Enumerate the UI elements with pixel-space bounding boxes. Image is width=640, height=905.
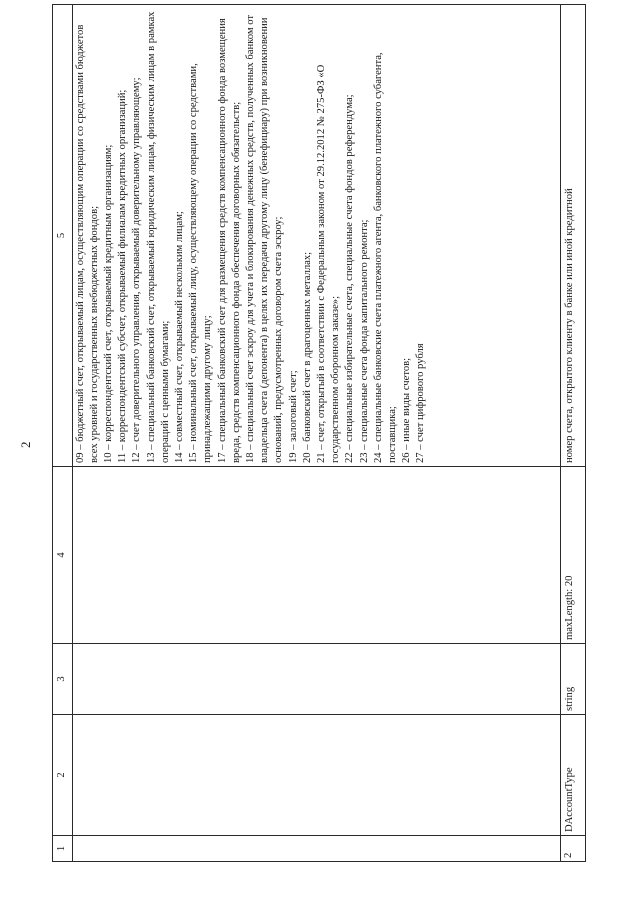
header-col-1: 1 [53,836,73,862]
table-row [72,5,561,862]
header-col-5: 5 [53,5,73,467]
table-header-row [53,5,73,862]
rotated-table-frame [52,11,586,862]
cell-restriction-empty [72,467,561,644]
list-item: 14 – совместный счет, открываемый нескольким лицам; [173,211,185,463]
list-item: 21 – счет, открытый в соответствии с Федеральным законом от 29.12.2012 № 275-ФЗ «О государственном оборонном заказе»; [316,64,342,463]
cell-type-empty [72,644,561,715]
list-item: 12 – счет доверительного управления, открываемый доверительному управляющему; [131,77,143,463]
list-item: 26 – иные виды счетов; [401,357,413,463]
spec-table [52,4,586,862]
cell-name-empty [72,715,561,836]
page-number: 2 [18,441,33,448]
header-col-3: 3 [53,644,73,715]
list-item: 27 – счет цифрового рубля [415,343,427,463]
list-item: 20 – банковский счет в драгоценных металлах; [301,251,313,463]
list-item: 23 – специальные счета фонда капитального ремонта; [358,219,370,463]
list-item: 13 – специальный банковский счет, открываемый юридическим лицам, физическим лицам в рамках операций с ценными бумагами; [145,11,171,463]
list-item: 24 – специальные банковские счета платежного агента, банковского платежного субагента, поставщика; [372,52,399,463]
header-col-4: 4 [53,467,73,644]
cell-codes-list [72,5,561,467]
cell-description: номер счета, открытого клиенту в банке или иной кредитной [561,5,586,467]
list-item: 10 – корреспондентский счет, открываемый кредитным организациям; [102,144,114,463]
list-item: 15 – номинальный счет, открываемый лицу, осуществляющему операции со средствами, принадлежащими другому лицу; [188,63,214,463]
cell-num: 2 [561,836,586,862]
list-item: 17 – специальный банковский счет для размещения средств компенсационного фонда возмещения вреда, средств компенсационного фонда обеспечения договорных обязательств; [216,18,242,463]
list-item: 19 – залоговый счет; [287,370,299,463]
list-item: 11 – корреспондентский субсчет, открываемый филиалам кредитных организаций; [117,89,129,463]
list-item: 09 – бюджетный счет, открываемый лицам, осуществляющим операции со средствами бюджетов всех уровней и государственных внебюджетных фондов; [74,24,100,463]
cell-num-empty [72,836,561,862]
table-row [561,5,586,862]
list-item: 18 – специальный счет эскроу для учета и блокирования денежных средств, полученных банком от владельца счета (депонента) в целях их передачи другому лицу (бенефициару) при возникновении оснований, предусмотренных договором счета эскроу; [244,15,285,463]
header-col-2: 2 [53,715,73,836]
cell-restriction: maxLength: 20 [561,467,586,644]
cell-type: string [561,644,586,715]
cell-name: DAccountType [561,715,586,836]
list-item: 22 – специальные избирательные счета, специальные счета фондов референдума; [344,94,356,463]
